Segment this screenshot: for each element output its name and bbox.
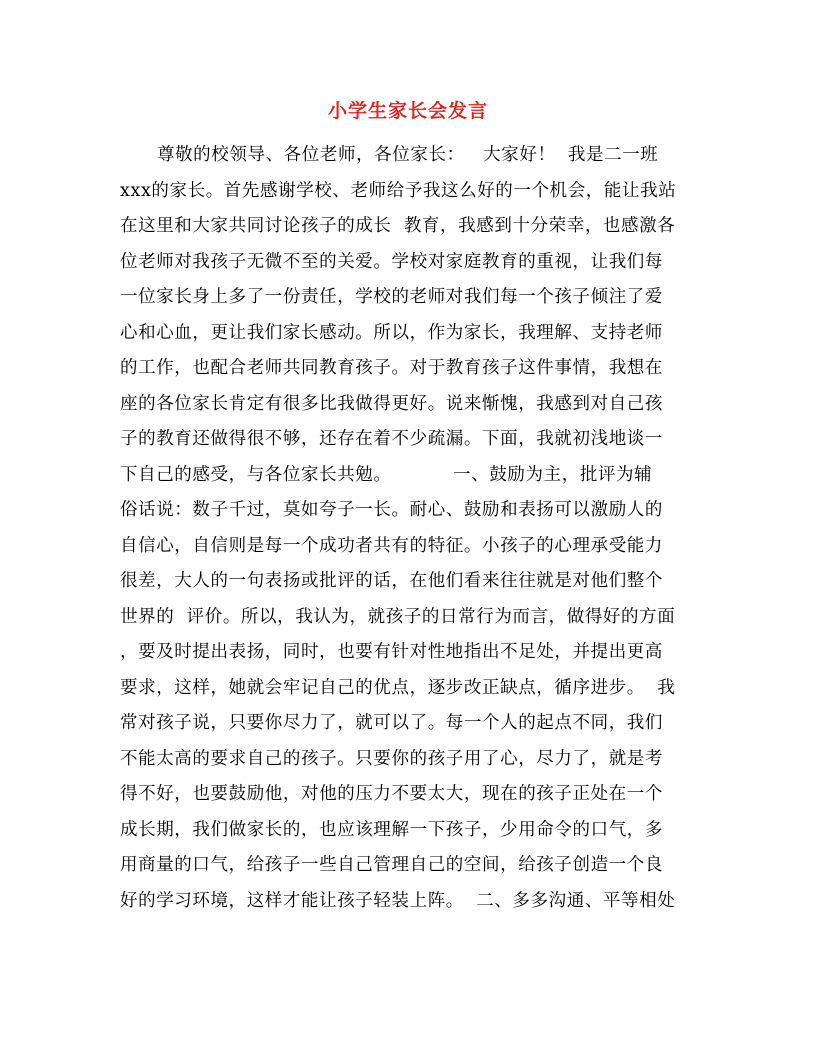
body-line: 成长期，我们做家长的，也应该理解一下孩子，少用命令的口气，多 (120, 819, 663, 840)
body-line: 俗话说：数子千过，莫如夸子一长。耐心、鼓励和表扬可以激励人的 (120, 500, 663, 520)
body-line: 好的学习环境，这样才能让孩子轻装上阵。 二、多多沟通、平等相处 (120, 890, 676, 911)
body-line: 得不好，也要鼓励他，对他的压力不要太大，现在的孩子正处在一个 (120, 784, 663, 804)
document-title: 小学生家长会发言 (327, 100, 488, 122)
document-body (120, 138, 700, 919)
body-line: 常对孩子说，只要你尽力了，就可以了。每一个人的起点不同，我们 (120, 713, 663, 733)
body-line: xxx的家长。首先感谢学校、老师给予我这么好的一个机会，能让我站 (120, 180, 677, 201)
body-line: 不能太高的要求自己的孩子。只要你的孩子用了心，尽力了，就是考 (120, 748, 663, 769)
body-line: 位老师对我孩子无微不至的关爱。学校对家庭教育的重视，让我们每 (120, 251, 663, 272)
body-line: 尊敬的校领导、各位老师，各位家长： 大家好！ 我是二一班 (120, 145, 659, 165)
body-line: 心和心血，更让我们家长感动。所以，作为家长，我理解、支持老师 (120, 322, 663, 343)
body-line: 很差，大人的一句表扬或批评的话，在他们看来往往就是对他们整个 (120, 571, 663, 591)
body-line: 要求，这样，她就会牢记自己的优点，逐步改正缺点，循序进步。 我 (120, 677, 676, 698)
body-line: ，要及时提出表扬，同时，也要有针对性地指出不足处，并提出更高 (120, 642, 663, 662)
body-line: 的工作，也配合老师共同教育孩子。对于教育孩子这件事情，我想在 (120, 358, 663, 378)
body-line: 用商量的口气，给孩子一些自己管理自己的空间，给孩子创造一个良 (120, 855, 663, 875)
body-line: 在这里和大家共同讨论孩子的成长 教育，我感到十分荣幸，也感激各 (120, 216, 676, 236)
body-line: 下自己的感受，与各位家长共勉。 一、鼓励为主，批评为辅 (120, 464, 653, 485)
body-line: 自信心，自信则是每一个成功者共有的特征。小孩子的心理承受能力 (120, 535, 663, 556)
body-line: 世界的 评价。所以，我认为，就孩子的日常行为而言，做得好的方面 (120, 606, 676, 627)
body-line: 座的各位家长肯定有很多比我做得更好。说来惭愧，我感到对自己孩 (120, 393, 663, 414)
body-line: 子的教育还做得很不够，还存在着不少疏漏。下面，我就初浅地谈一 (120, 429, 663, 449)
body-line: 一位家长身上多了一份责任，学校的老师对我们每一个孩子倾注了爱 (120, 287, 663, 307)
